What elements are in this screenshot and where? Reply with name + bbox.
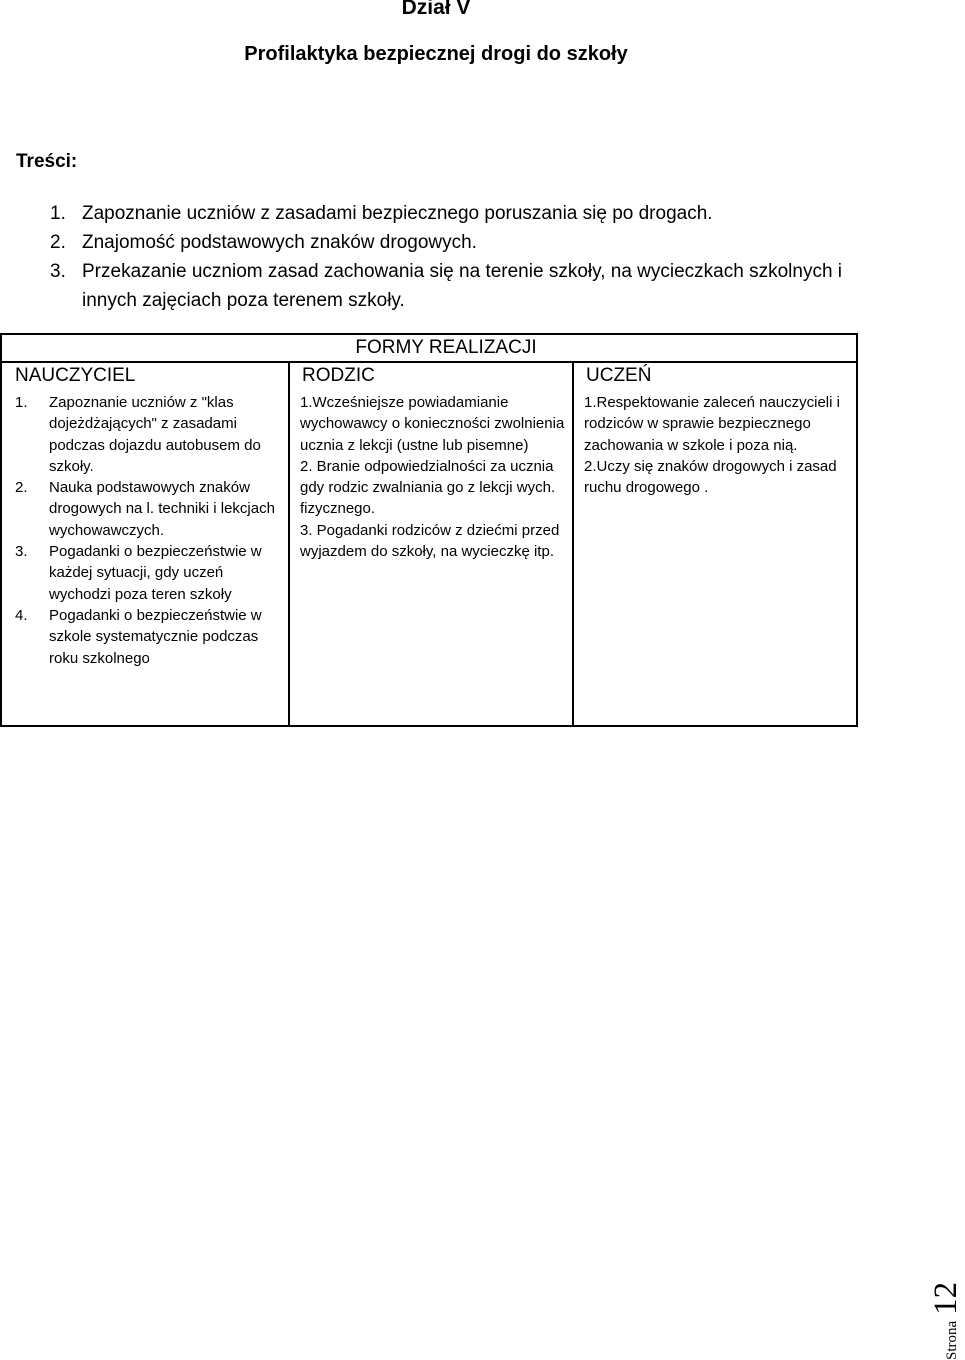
contents-heading: Treści: [16,151,78,172]
teacher-item-number: 2. [15,479,28,497]
teacher-column [15,392,283,669]
page-number-value: 12 [928,1281,964,1315]
column-divider [572,363,574,725]
column-header-teacher: NAUCZYCIEL [15,365,136,386]
teacher-item-text: Pogadanki o bezpieczeństwie w szkole systematycznie podczas roku szkolnego [49,606,262,667]
parent-item: 1.Wcześniejsze powiadamianie wychowawcy o konieczności zwolnienia ucznia z lekcji (ustne lub pisemne) [300,394,565,454]
student-item: 1.Respektowanie zaleceń nauczycieli i rodziców w sprawie bezpiecznego zachowania w szkole i poza nią. [584,394,840,454]
teacher-item-text: Nauka podstawowych znaków drogowych na l. techniki i lekcjach wychowawczych. [49,479,275,539]
list-item-number: 2. [50,232,66,253]
list-item [50,257,870,315]
page-label: Strona [944,1320,960,1360]
teacher-item [15,605,283,669]
teacher-item-number: 1. [15,394,28,411]
list-item-text: Przekazanie uczniom zasad zachowania się na terenie szkoły, na wycieczkach szkolnych i innych zajęciach poza terenem szkoły. [82,261,843,311]
student-column [584,392,856,498]
forms-table [0,333,858,727]
teacher-item-text: Pogadanki o bezpieczeństwie w każdej sytuacji, gdy uczeń wychodzi poza teren szkoły [49,543,262,603]
teacher-item [15,392,283,477]
student-item: 2.Uczy się znaków drogowych i zasad ruchu drogowego . [584,457,837,497]
list-item-text: Zapoznanie uczniów z zasadami bezpiecznego poruszania się po drogach. [82,203,713,224]
list-item-number: 1. [50,203,66,224]
parent-item: 2. Branie odpowiedzialności za ucznia gdy rodzic zwalniania go z lekcji wych. fizycznego. [300,457,556,518]
teacher-item-text: Zapoznanie uczniów z "klas dojeżdżających" z zasadami podczas dojazdu autobusem do szkoły. [49,394,261,475]
list-item [50,228,870,257]
contents-list [50,199,870,315]
list-item [50,199,870,228]
column-header-student: UCZEŃ [586,365,652,386]
section-title: Dział V [401,0,471,19]
document-title: Profilaktyka bezpiecznej drogi do szkoły [244,43,628,65]
parent-column [300,392,570,562]
column-header-parent: RODZIC [302,365,375,386]
list-item-number: 3. [50,261,66,282]
teacher-item-number: 4. [15,606,28,624]
teacher-item [15,477,283,541]
parent-item: 3. Pogadanki rodziców z dziećmi przed wyjazdem do szkoły, na wycieczkę itp. [300,521,560,561]
table-title: FORMY REALIZACJI [2,335,856,363]
teacher-item [15,541,283,605]
teacher-item-number: 3. [15,543,28,561]
list-item-text: Znajomość podstawowych znaków drogowych. [82,232,477,253]
column-divider [288,363,290,725]
page-number [928,1282,965,1360]
